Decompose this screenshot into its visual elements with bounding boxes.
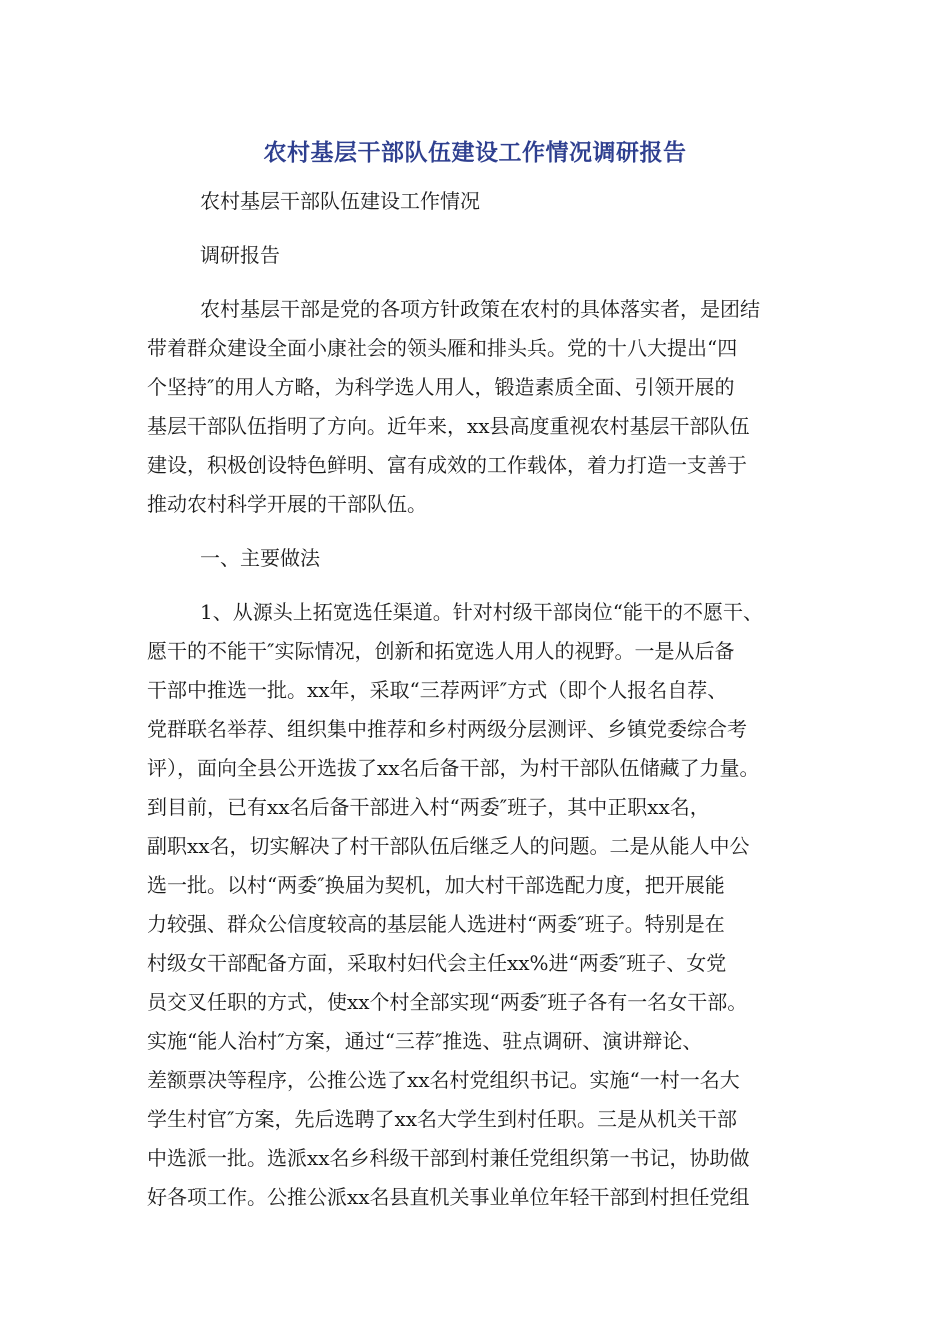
- paragraph-line: 党群联名举荐、组织集中推荐和乡村两级分层测评、乡镇党委综合考: [147, 717, 747, 741]
- subtitle-line: 农村基层干部队伍建设工作情况: [200, 189, 480, 213]
- paragraph-line: 学生村官″方案，先后选聘了xx名大学生到村任职。三是从机关干部: [147, 1107, 738, 1131]
- paragraph-line: 实施“能人治村″方案，通过“三荐″推选、驻点调研、演讲辩论、: [147, 1029, 703, 1053]
- paragraph-line: 员交叉任职的方式，使xx个村全部实现“两委″班子各有一名女干部。: [147, 990, 748, 1014]
- paragraph-line: 愿干的不能干″实际情况，创新和拓宽选人用人的视野。一是从后备: [147, 639, 735, 663]
- paragraph-line: 带着群众建设全面小康社会的领头雁和排头兵。党的十八大提出“四: [147, 336, 738, 360]
- paragraph-line: 干部中推选一批。xx年，采取“三荐两评″方式（即个人报名自荐、: [147, 678, 728, 702]
- paragraph-line: 中选派一批。选派xx名乡科级干部到村兼任党组织第一书记，协助做: [147, 1146, 750, 1170]
- paragraph-line: 1、从源头上拓宽选任渠道。针对村级干部岗位“能干的不愿干、: [200, 600, 763, 624]
- document-title: 农村基层干部队伍建设工作情况调研报告: [263, 140, 687, 166]
- paragraph-line: 农村基层干部是党的各项方针政策在农村的具体落实者，是团结: [200, 297, 760, 321]
- paragraph-line: 选一批。以村“两委″换届为契机，加大村干部选配力度，把开展能: [147, 873, 725, 897]
- paragraph-line: 村级女干部配备方面，采取村妇代会主任xx%进“两委″班子、女党: [147, 951, 727, 975]
- paragraph-line: 评），面向全县公开选拔了xx名后备干部，为村干部队伍储藏了力量。: [147, 756, 760, 780]
- paragraph-line: 差额票决等程序，公推公选了xx名村党组织书记。实施“一村一名大: [147, 1068, 740, 1092]
- paragraph-line: 基层干部队伍指明了方向。近年来，xx县高度重视农村基层干部队伍: [147, 414, 750, 438]
- paragraph-line: 个坚持″的用人方略，为科学选人用人，锻造素质全面、引领开展的: [147, 375, 735, 399]
- paragraph-line: 好各项工作。公推公派xx名县直机关事业单位年轻干部到村担任党组: [147, 1185, 750, 1209]
- section-heading: 一、主要做法: [200, 546, 320, 570]
- paragraph-line: 推动农村科学开展的干部队伍。: [147, 492, 427, 516]
- paragraph-line: 力较强、群众公信度较高的基层能人选进村“两委″班子。特别是在: [147, 912, 725, 936]
- paragraph-line: 副职xx名，切实解决了村干部队伍后继乏人的问题。二是从能人中公: [147, 834, 750, 858]
- paragraph-line: 建设，积极创设特色鲜明、富有成效的工作载体，着力打造一支善于: [147, 453, 747, 477]
- paragraph-line: 到目前，已有xx名后备干部进入村“两委″班子，其中正职xx名，: [147, 795, 710, 819]
- subtitle-line: 调研报告: [200, 243, 280, 267]
